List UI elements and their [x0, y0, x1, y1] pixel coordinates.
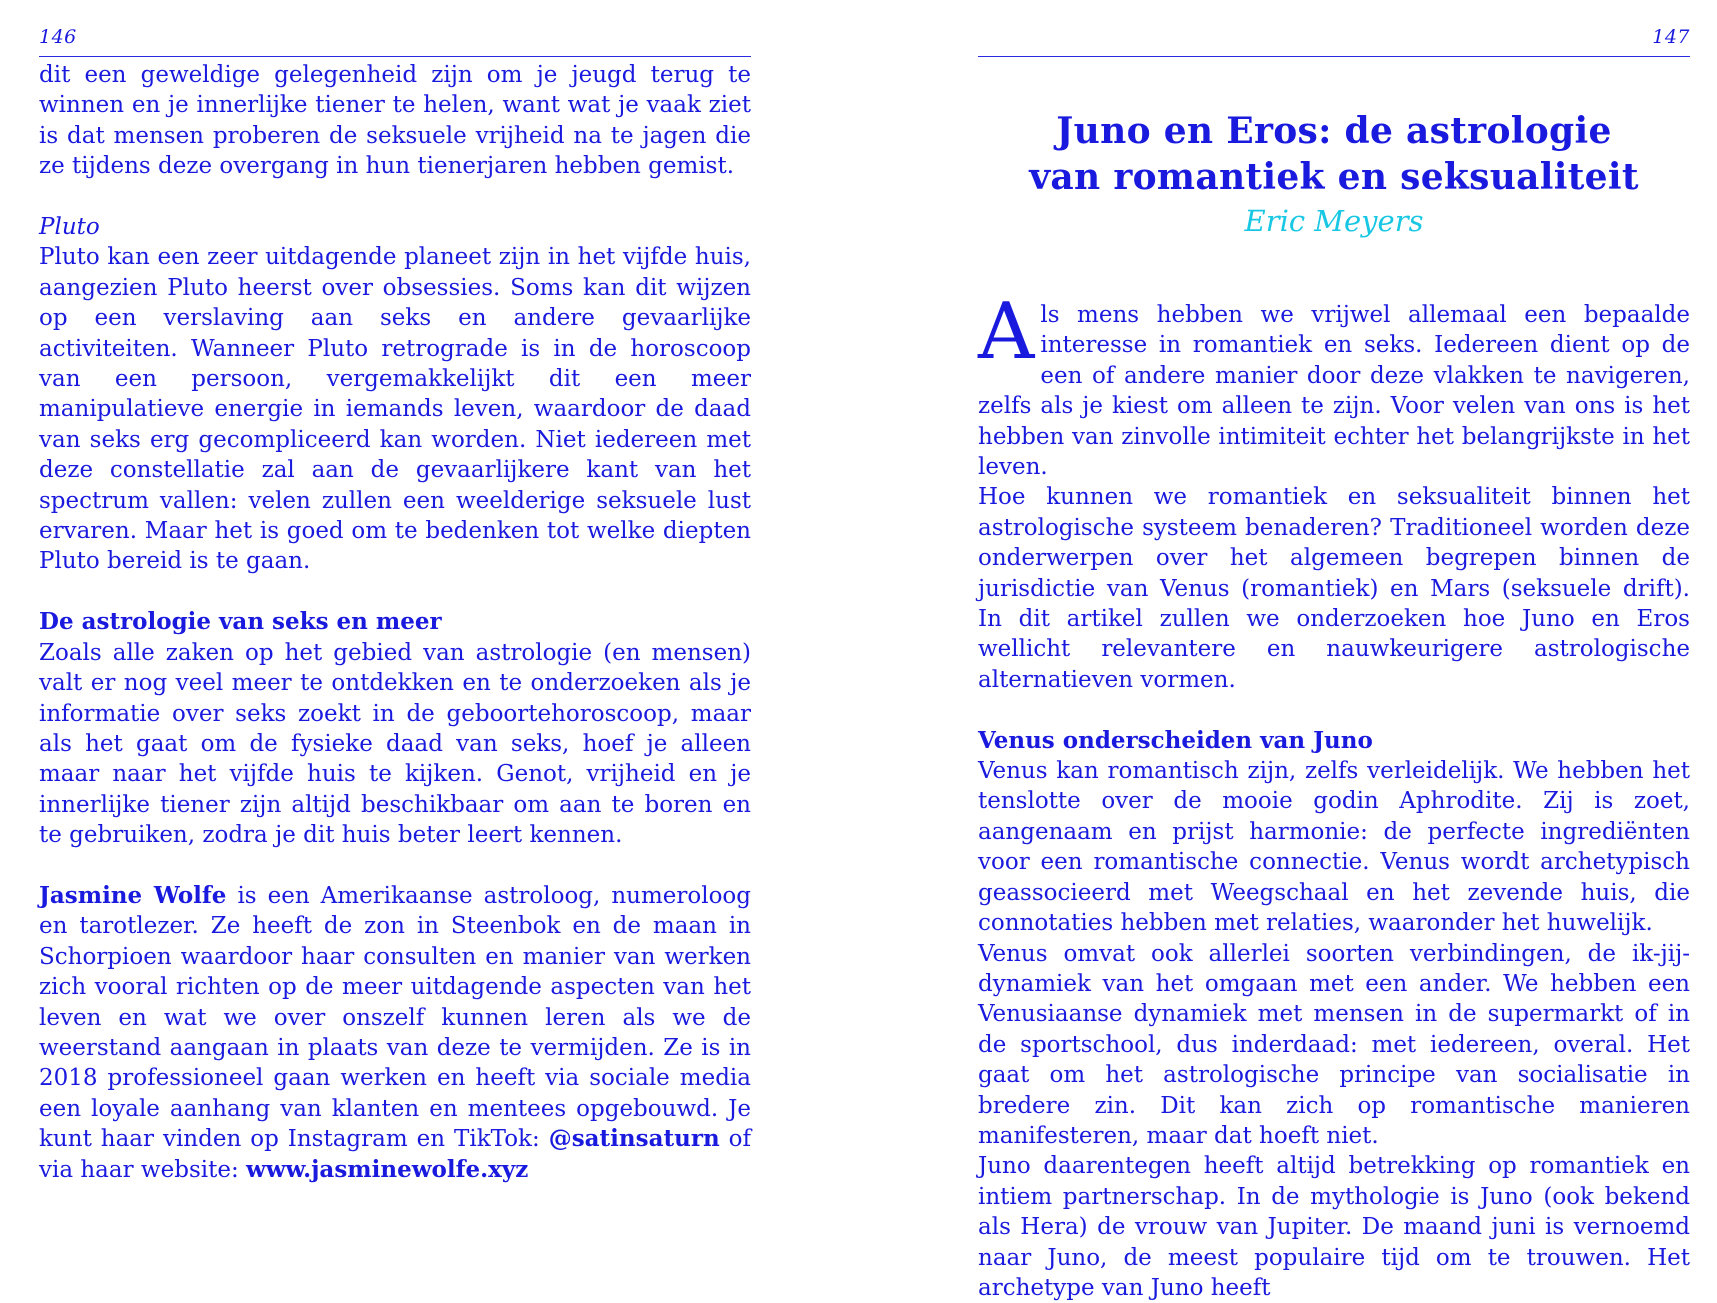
pluto-paragraph: Pluto kan een zeer uitdagende planeet zijn in het vijfde huis, aangezien Pluto heerst over obsessies. Soms kan dit wijzen op een verslaving aan seks en andere gevaarlijke activiteiten. Wanneer Pluto retrograde is in de horoscoop van een persoon, vergemakkelijkt dit een meer manipulatieve energie in iemands leven, waardoor de daad van seks erg gecompliceerd kan worden. Niet iedereen met deze constellatie zal aan de gevaarlijkere kant van het spectrum vallen: velen zullen een weelderige seksuele lust ervaren. Maar het is goed om te bedenken tot welke diepten Pluto bereid is te gaan. [39, 244, 751, 575]
intro-paragraph [978, 287, 1690, 482]
venus-paragraph-1: Venus kan romantisch zijn, zelfs verleidelijk. We hebben het tenslotte over de mooie godin Aphrodite. Zij is zoet, aangenaam en prijst harmonie: de perfecte ingrediënten voor een romantische connectie. Venus wordt archetypisch geassocieerd met Weegschaal en het zevende huis, die connotaties hebben met relaties, waaronder het huwelijk. [978, 758, 1690, 937]
author-bio [39, 881, 751, 1185]
left-body-text [39, 60, 751, 1185]
venus-paragraph-2: Venus omvat ook allerlei soorten verbindingen, de ik-jij-dynamiek van het omgaan met een ander. We hebben een Venusiaanse dynamiek met mensen in de supermarkt of in de sportschool, dus inderdaad: met iedereen, overal. Het gaat om het astrologische principe van socialisatie in bredere zin. Dit kan zich op romantische manieren manifesteren, maar dat hoeft niet. [978, 940, 1690, 1149]
page-number: 147 [1652, 26, 1690, 48]
page-header [39, 22, 751, 57]
bio-text: is een Amerikaanse astroloog, numeroloog en tarotlezer. Ze heeft de zon in Steenbok en de maan in Schorpioen waardoor haar consulten en manier van werken zich vooral richten op de meer uitdagende aspecten van het leven en wat we over onszelf kunnen leren als we de weerstand aangaan in plaats van deze te vermijden. Ze is in 2018 professioneel gaan werken en heeft via sociale media een loyale aanhang van klanten en mentees opgebouwd. Je kunt haar vinden op Instagram en TikTok: [39, 882, 751, 1153]
bio-mid: of via haar website: [39, 1126, 752, 1183]
pluto-heading: Pluto [39, 214, 100, 241]
intro-text: ls mens hebben we vrijwel allemaal een bepaalde interesse in romantiek en seks. Iedereen dient op de een of andere manier door deze vlakken te navigeren, zelfs als je kiest om alleen te zijn. Voor velen van ons is het hebben van zinvolle intimiteit echter het belangrijkste in het leven. [978, 302, 1690, 481]
section-heading: De astrologie van seks en meer [39, 608, 442, 636]
instagram-handle: @satinsaturn [548, 1125, 720, 1153]
paragraph-2: Hoe kunnen we romantiek en seksualiteit binnen het astrologische systeem benaderen? Traditioneel worden deze onderwerpen over het algemeen begrepen binnen de jurisdictie van Venus (romantiek) en Mars (seksuele drift). In dit artikel zullen we onderzoeken hoe Juno en Eros wellicht relevantere en nauwkeurigere astrologische alternatieven vormen. [978, 484, 1690, 693]
intro-paragraph: dit een geweldige gelegenheid zijn om je jeugd terug te winnen en je innerlijke tiener te helen, want wat je vaak ziet is dat mensen proberen de seksuele vrijheid na te jagen die ze tijdens deze overgang in hun tienerjaren hebben gemist. [39, 62, 751, 180]
section-heading: Venus onderscheiden van Juno [978, 726, 1373, 754]
article-title-line-1: Juno en Eros: de astrologie [1056, 110, 1612, 152]
page-header [978, 22, 1690, 57]
article-title-line-2: van romantiek en seksualiteit [1029, 156, 1639, 198]
article-author: Eric Meyers [1244, 204, 1424, 238]
right-body-text [978, 287, 1690, 1303]
website-link: www.jasminewolfe.xyz [246, 1155, 529, 1183]
juno-paragraph-1: Juno daarentegen heeft altijd betrekking op romantiek en intiem partnerschap. In de mythologie is Juno (ook bekend als Hera) de vrouw van Jupiter. De maand juni is vernoemd naar Juno, de meest populaire tijd om te trouwen. Het archetype van Juno heeft [978, 1153, 1690, 1301]
drop-cap: A [978, 287, 1035, 377]
bio-name: Jasmine Wolfe [39, 881, 227, 909]
section-paragraph: Zoals alle zaken op het gebied van astrologie (en mensen) valt er nog veel meer te ontdekken en te onderzoeken als je informatie over seks zoekt in de geboortehoroscoop, maar als het gaat om de fysieke daad van seks, hoef je alleen maar naar het vijfde huis te kijken. Genot, vrijheid en je innerlijke tiener zijn altijd beschikbaar om aan te boren en te gebruiken, zodra je dit huis beter leert kennen. [39, 639, 751, 849]
page-number: 146 [39, 26, 77, 48]
article-title-block [978, 108, 1690, 240]
